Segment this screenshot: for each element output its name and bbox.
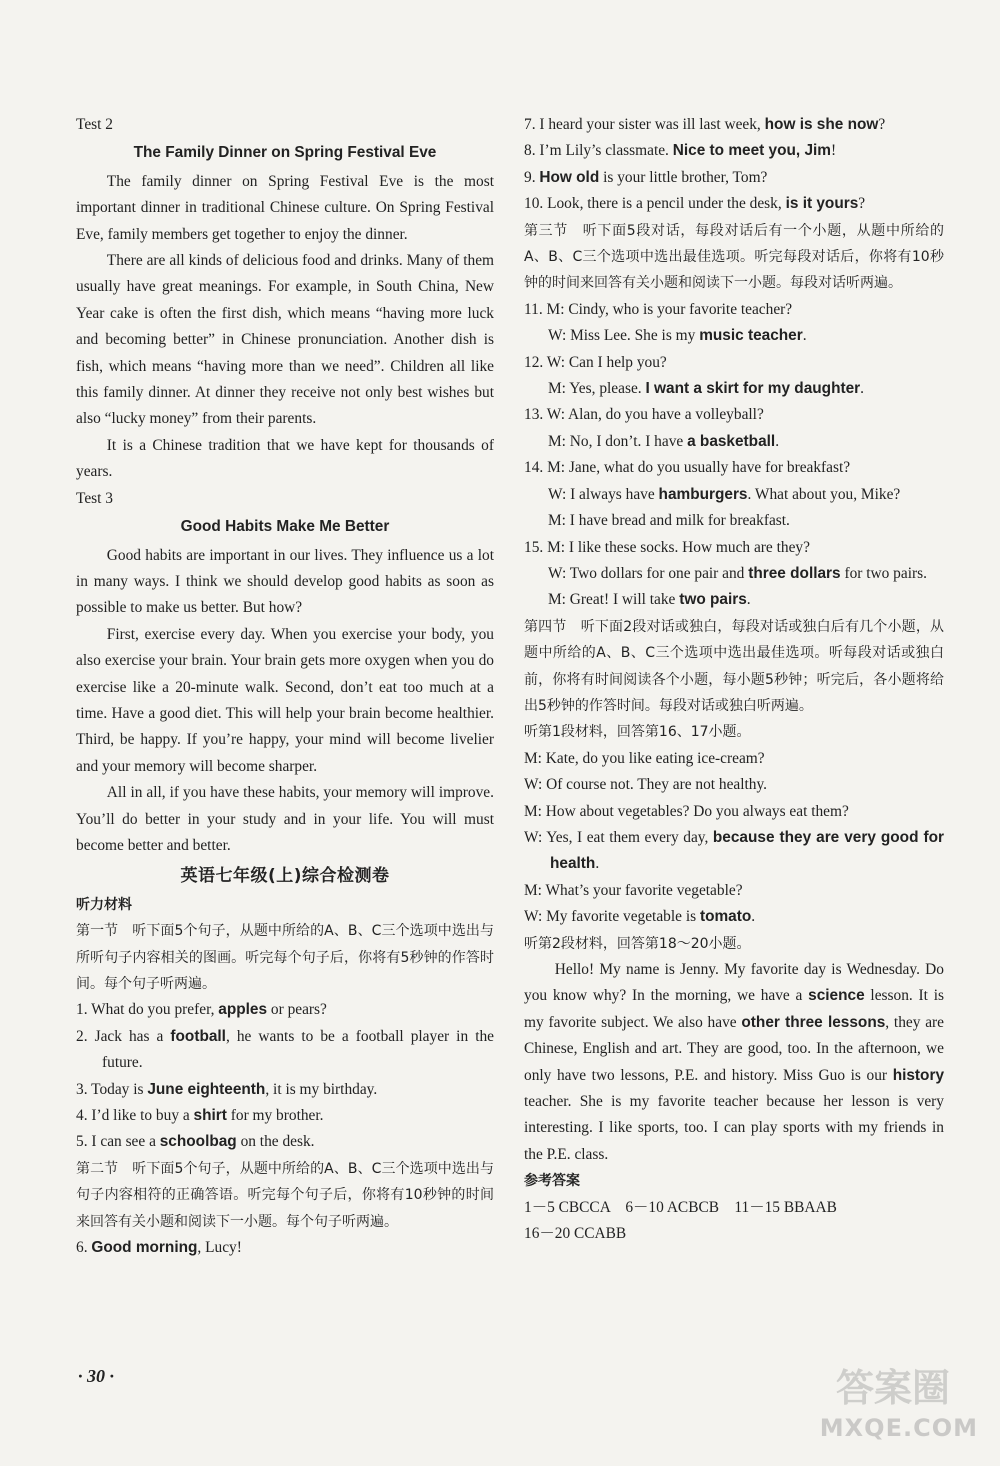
question-4: 4. I’d like to buy a shirt for my brother.: [76, 1107, 324, 1125]
question-14-line-3: M: I have bread and milk for breakfast.: [548, 512, 790, 530]
test2-paragraph-1: The family dinner on Spring Festival Eve is the most important dinner in traditional Chinese culture. On Spring Festival Eve, family members get together to enjoy the dinner.: [76, 172, 494, 243]
question-14-line-2: W: I always have hamburgers. What about you, Mike?: [548, 485, 901, 503]
test2-label: Test 2: [76, 116, 113, 133]
answers-heading: 参考答案: [524, 1173, 580, 1190]
question-10: 10. Look, there is a pencil under the desk, is it yours?: [524, 195, 866, 213]
question-7: 7. I heard your sister was ill last week, how is she now?: [524, 116, 886, 133]
question-15-line-3: M: Great! I will take two pairs.: [548, 591, 751, 609]
section-2-intro: 第二节 听下面5个句子，从题中所给的A、B、C三个选项中选出与句子内容相符的正确答语。听完每个句子后，你将有10秒钟的时间来回答有关小题和阅读下一小题。每个句子听两遍。: [76, 1160, 494, 1230]
section-4-intro: 第四节 听下面2段对话或独白，每段对话或独白后有几个小题，从题中所给的A、B、C三个选项中选出最佳选项。听每段对话或独白前，你将有时间阅读各个小题，每小题5秒钟；听完后，各小题将给出5秒钟的作答时间。每段对话或独白听两遍。: [524, 618, 944, 714]
listening-heading: 听力材料: [76, 896, 132, 913]
section-1-intro: 第一节 听下面5个句子，从题中所给的A、B、C三个选项中选出与所听句子内容相关的图画。听完每个句子后，你将有5秒钟的作答时间。每个句子听两遍。: [76, 923, 494, 992]
question-2: 2. Jack has a football, he wants to be a football player in the future.: [76, 1027, 494, 1072]
right-column: [524, 112, 944, 1247]
left-column: [76, 112, 494, 1261]
question-6: 6. Good morning, Lucy!: [76, 1239, 242, 1257]
material-1-line-6: W: My favorite vegetable is tomato.: [524, 908, 756, 926]
test3-paragraph-1: Good habits are important in our lives. They influence us a lot in many ways. I think we should develop good habits as soon as possible to make us better. But how?: [76, 546, 494, 617]
section-3-intro: 第三节 听下面5段对话，每段对话后有一个小题，从题中所给的A、B、C三个选项中选出最佳选项。听完每段对话后，你将有10秒钟的时间来回答有关小题和阅读下一小题。每段对话听两遍。: [524, 222, 944, 292]
question-11-line-2: W: Miss Lee. She is my music teacher.: [548, 327, 807, 345]
material-1-line-5: M: What’s your favorite vegetable?: [524, 881, 743, 899]
question-12-line-1: 12. W: Can I help you?: [524, 353, 667, 371]
question-3: 3. Today is June eighteenth, it is my birthday.: [76, 1080, 378, 1098]
question-14-line-1: 14. M: Jane, what do you usually have for breakfast?: [524, 459, 851, 477]
test2-title: The Family Dinner on Spring Festival Eve: [133, 144, 437, 162]
test3-label: Test 3: [76, 489, 113, 507]
material-1-line-2: W: Of course not. They are not healthy.: [524, 776, 768, 794]
question-15-line-1: 15. M: I like these socks. How much are they?: [524, 538, 810, 556]
test3-title: Good Habits Make Me Better: [180, 518, 390, 536]
material-1-heading: 听第1段材料，回答第16、17小题。: [524, 724, 751, 741]
question-15-line-2: W: Two dollars for one pair and three dollars for two pairs.: [548, 564, 927, 582]
question-9: 9. How old is your little brother, Tom?: [524, 168, 768, 186]
exam-title: 英语七年级(上)综合检测卷: [180, 866, 390, 887]
watermark-cn-text: 答案圈: [835, 1366, 950, 1410]
test3-paragraph-2: First, exercise every day. When you exercise your body, you also exercise your brain. Your brain gets more oxygen when you do exercise like a 20-minute walk. Second, don’t eat too much at a time. Have a good diet. This will help your brain become healthier. Third, be happy. If you’re happy, your mind will become livelier and your memory will become sharper.: [76, 625, 494, 775]
watermark-logo: [800, 1362, 990, 1452]
material-1-line-4: W: Yes, I eat them every day, because they are very good for health.: [524, 828, 944, 873]
question-13-line-2: M: No, I don’t. I have a basketball.: [548, 432, 780, 450]
question-11-line-1: 11. M: Cindy, who is your favorite teacher?: [524, 300, 793, 318]
page-number: · 30 ·: [78, 1366, 114, 1386]
answers-line-2: 16－20 CCABB: [524, 1225, 627, 1243]
question-5: 5. I can see a schoolbag on the desk.: [76, 1133, 315, 1151]
question-12-line-2: M: Yes, please. I want a skirt for my daughter.: [548, 380, 865, 398]
test2-paragraph-2: There are all kinds of delicious food and drinks. Many of them usually have great meanings. For example, in South China, New Year cake is often the first dish, which means “having more luck and becoming better” in Chinese pronunciation. Another dish is fish, which means “having more than we need”. Children all like this family dinner. At dinner they receive not only best wishes but also “lucky money” from their parents.: [76, 252, 494, 428]
question-8: 8. I’m Lily’s classmate. Nice to meet you, Jim!: [524, 142, 837, 160]
material-2-passage: Hello! My name is Jenny. My favorite day is Wednesday. Do you know why? In the morning, we have a science lesson. It is my favorite subject. We also have other three lessons, they are Chinese, English and art. They are good, too. In the afternoon, we only have two lessons, P.E. and history. Miss Guo is our history teacher. She is my favorite teacher because her lesson is very interesting. I like sports, too. I can play sports with my friends in the P.E. class.: [524, 961, 944, 1163]
test2-paragraph-3: It is a Chinese tradition that we have kept for thousands of years.: [76, 436, 494, 481]
question-13-line-1: 13. W: Alan, do you have a volleyball?: [524, 406, 764, 424]
answers-line-1: 1－5 CBCCA 6－10 ACBCB 11－15 BBAAB: [524, 1198, 837, 1216]
material-1-line-1: M: Kate, do you like eating ice-cream?: [524, 749, 765, 767]
material-1-line-3: M: How about vegetables? Do you always eat them?: [524, 802, 849, 820]
question-1: 1. What do you prefer, apples or pears?: [76, 1001, 327, 1019]
material-2-heading: 听第2段材料，回答第18～20小题。: [524, 935, 751, 952]
test3-paragraph-3: All in all, if you have these habits, your memory will improve. You’ll do better in your study and in your life. You will must become better and better.: [76, 784, 494, 854]
watermark-url-text: MXQE.COM: [819, 1414, 978, 1442]
